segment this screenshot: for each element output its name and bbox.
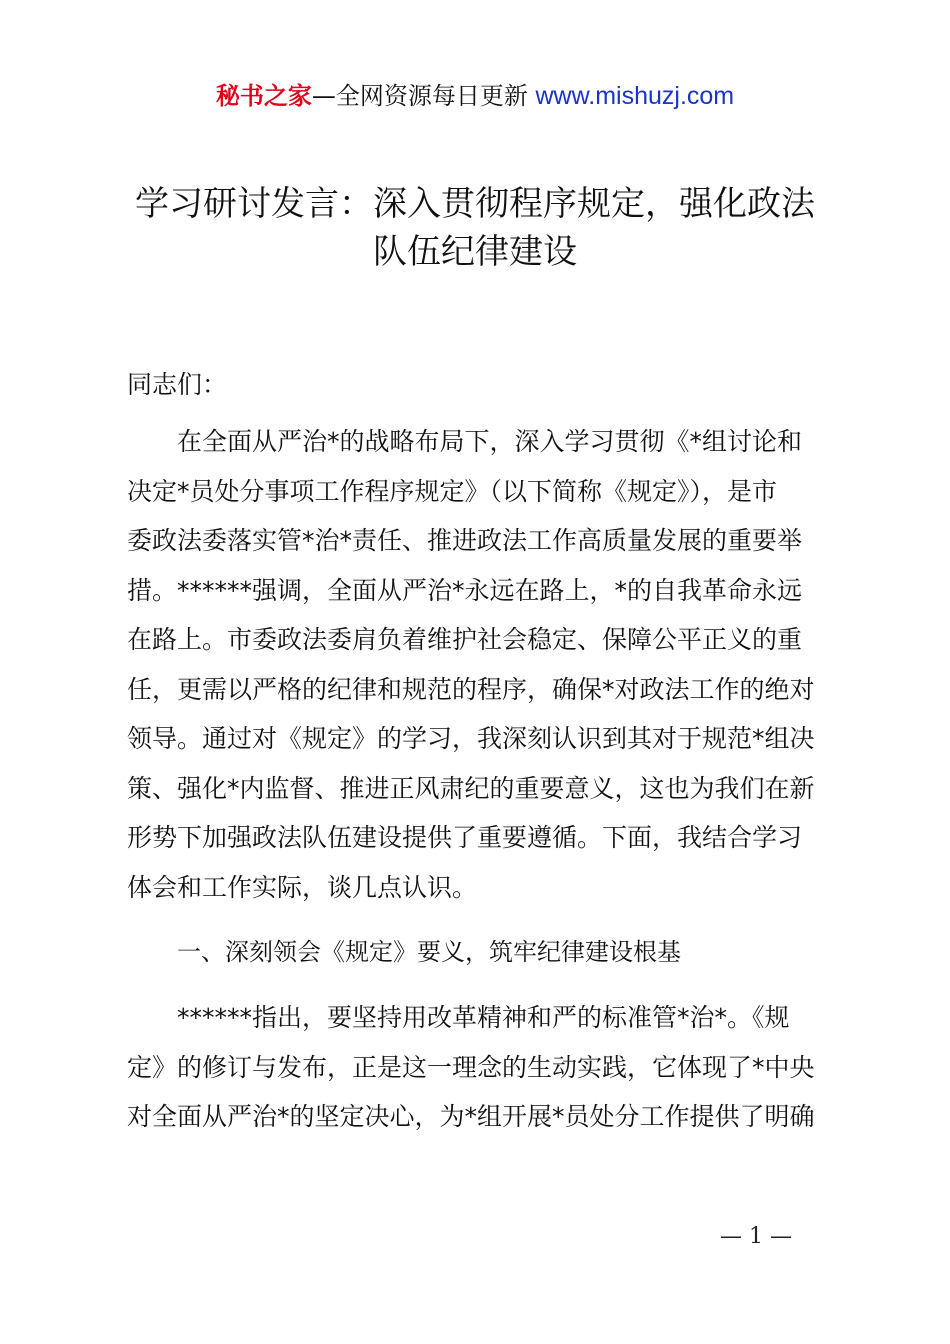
salutation: 同志们：	[127, 370, 228, 399]
paragraph-line: 决定*员处分事项工作程序规定》（以下简称《规定》），是市	[127, 476, 778, 506]
title-line-1: 学习研讨发言：深入贯彻程序规定，强化政法	[135, 184, 815, 224]
paragraph-line: ******指出，要坚持用改革精神和严的标准管*治*。《规	[127, 1003, 790, 1032]
paragraph-line: 体会和工作实际，谈几点认识。	[127, 872, 478, 902]
title-line-2: 队伍纪律建设	[373, 232, 577, 272]
page-number: — 1 —	[720, 1224, 792, 1249]
paragraph-line: 领导。通过对《规定》的学习，我深刻认识到其对于规范*组决	[127, 724, 815, 753]
site-url-link[interactable]: www.mishuzj.com	[535, 82, 735, 110]
site-header	[0, 80, 950, 112]
paragraph-line: 对全面从严治*的坚定决心，为*组开展*员处分工作提供了明确	[127, 1102, 815, 1131]
paragraph-line: 在路上。市委政法委肩负着维护社会稳定、保障公平正义的重	[127, 625, 803, 654]
brand-name: 秘书之家	[215, 82, 312, 110]
document-title	[100, 180, 850, 276]
paragraph-line: 形势下加强政法队伍建设提供了重要遵循。下面，我结合学习	[127, 823, 803, 852]
section-heading-1: 一、深刻领会《规定》要义，筑牢纪律建设根基	[177, 938, 681, 966]
paragraph-line: 策、强化*内监督、推进正风肃纪的重要意义，这也为我们在新	[127, 773, 815, 803]
paragraph-line: 在全面从严治*的战略布局下，深入学习贯彻《*组讨论和	[127, 427, 803, 456]
paragraph-1	[127, 417, 832, 912]
paragraph-2	[127, 993, 832, 1142]
paragraph-line: 措。******强调，全面从严治*永远在路上，*的自我革命永远	[127, 575, 803, 605]
paragraph-line: 定》的修订与发布，正是这一理念的生动实践，它体现了*中央	[127, 1052, 815, 1082]
paragraph-line: 任，更需以严格的纪律和规范的程序，确保*对政法工作的绝对	[127, 674, 815, 704]
paragraph-line: 委政法委落实管*治*责任、推进政法工作高质量发展的重要举	[127, 526, 803, 555]
site-tagline: —全网资源每日更新	[311, 82, 536, 110]
